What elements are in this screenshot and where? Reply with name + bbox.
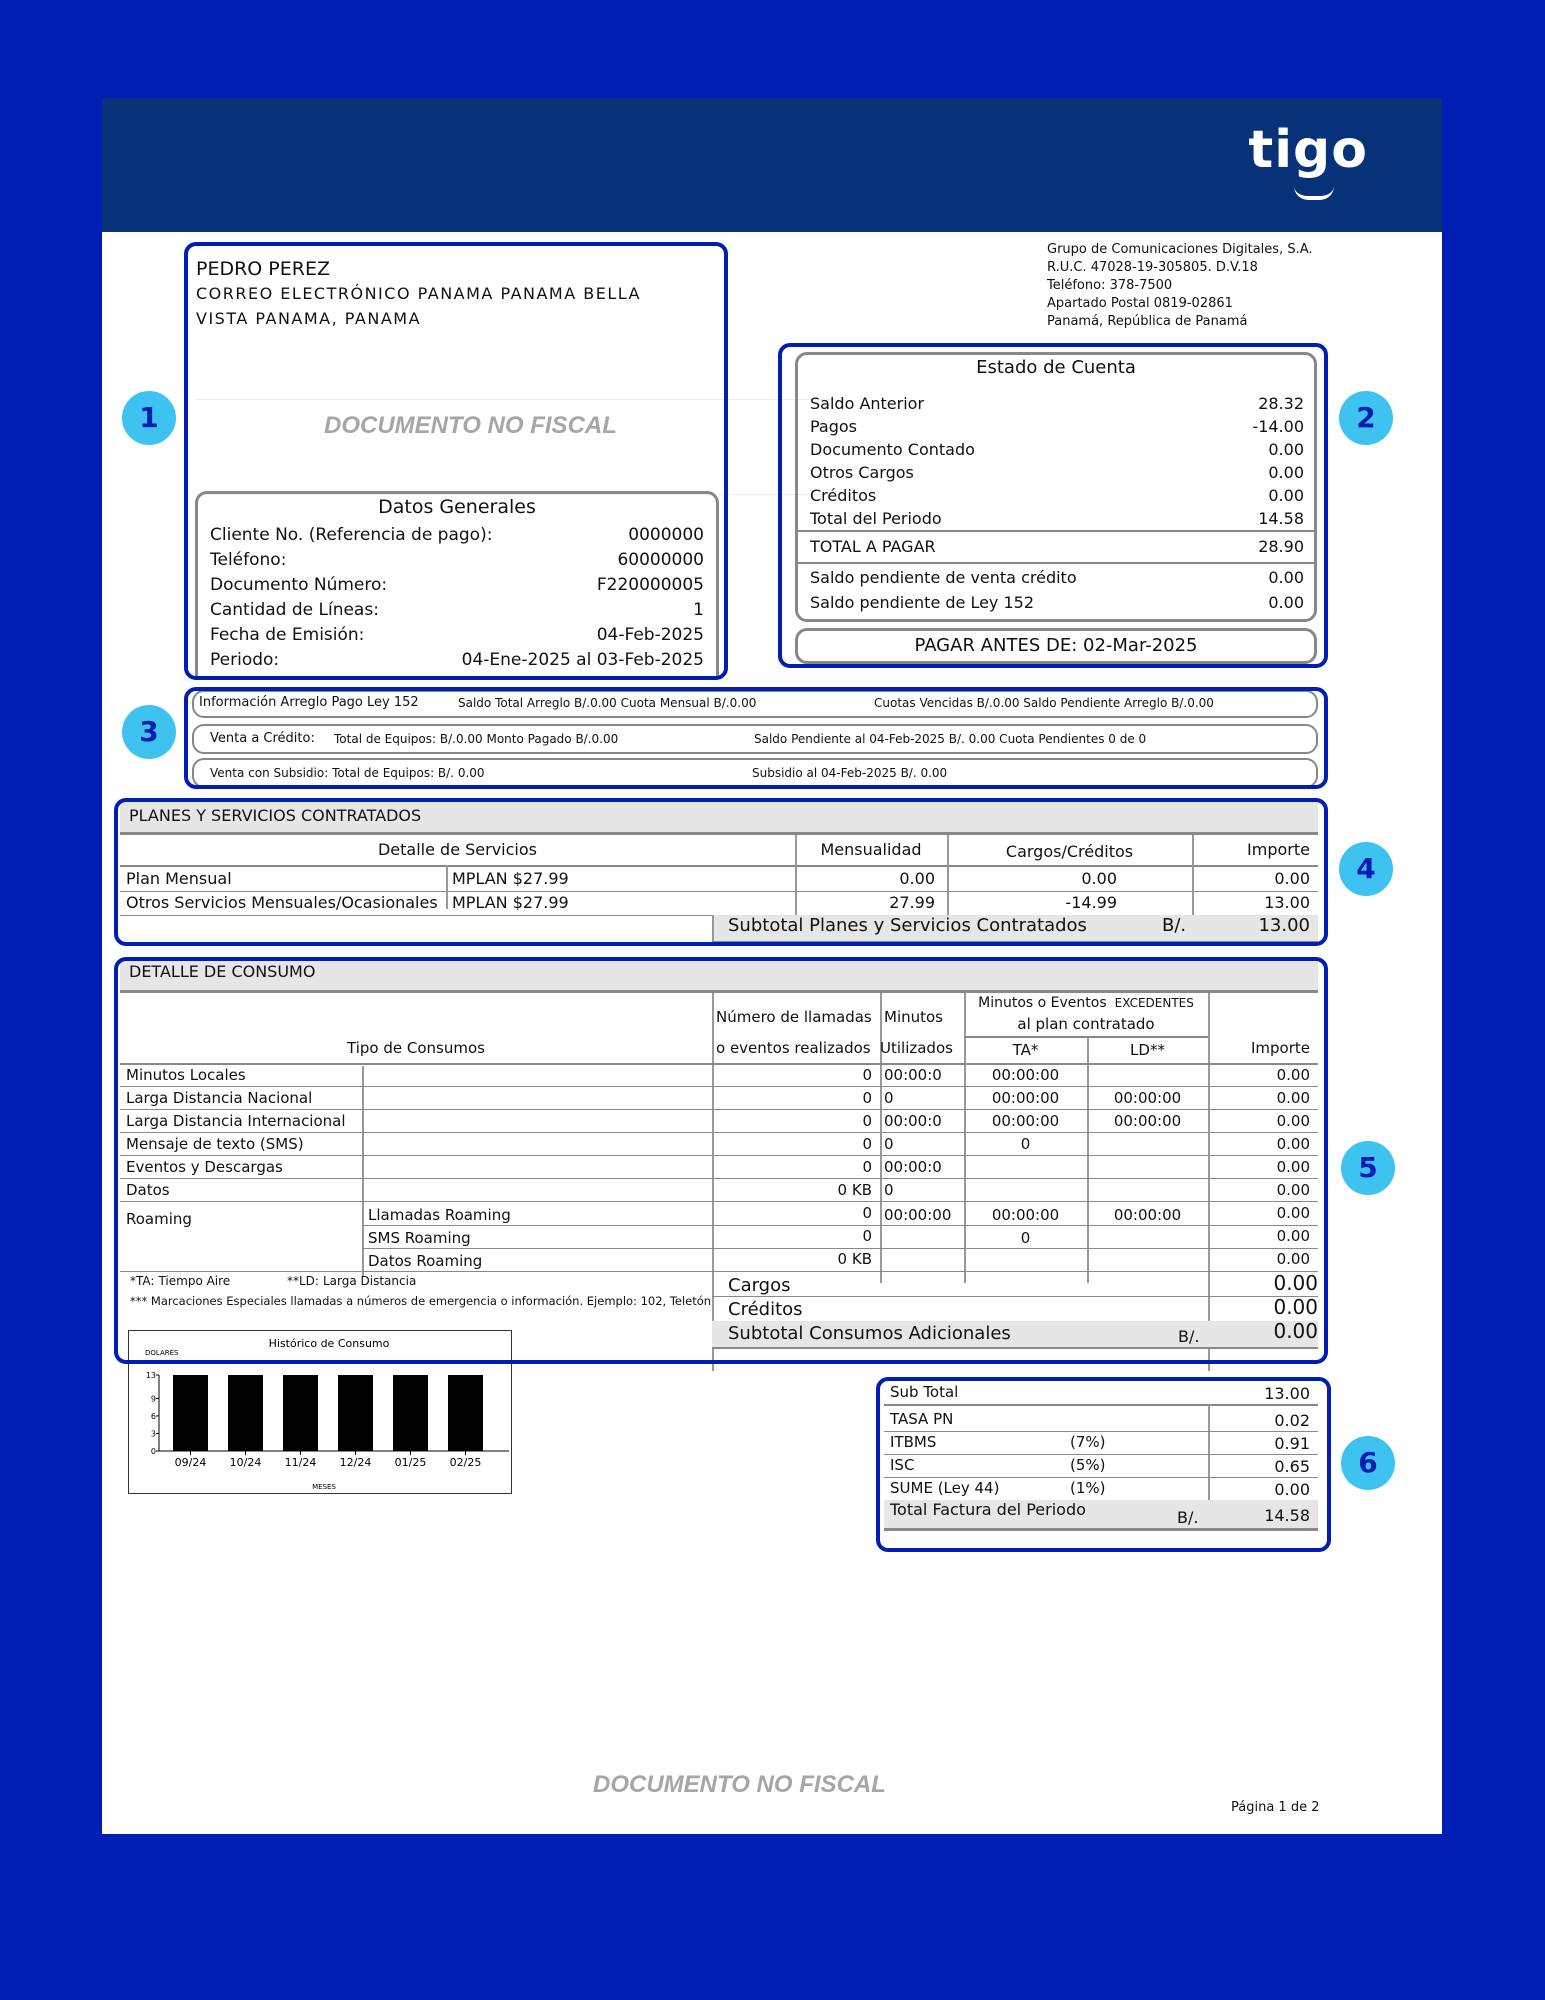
customer-address-2: VISTA PANAMA, PANAMA [196, 309, 422, 328]
plans-subtotal-value: 13.00 [1258, 915, 1310, 936]
pending-row-value: 0.00 [1268, 593, 1304, 612]
chart-x-tick: 02/25 [449, 1456, 482, 1469]
callout-box-2 [778, 343, 1328, 668]
pending-row-label: Saldo pendiente de venta crédito [810, 568, 1077, 587]
plans-row-charges: -14.99 [1065, 893, 1117, 912]
account-row-value: 14.58 [1258, 509, 1304, 528]
consumption-row-name: Eventos y Descargas [126, 1158, 283, 1176]
excess-small: EXCEDENTES [1114, 996, 1194, 1010]
consumption-header-type: Tipo de Consumos [347, 1039, 485, 1057]
totals-row-value: 0.02 [1274, 1411, 1310, 1430]
arrangement-2-detail: Total de Equipos: B/.0.00 Monto Pagado B/.0.00 [334, 732, 619, 746]
consumption-header-calls-1: Número de llamadas [716, 1008, 872, 1026]
pending-row-label: Saldo pendiente de Ley 152 [810, 593, 1035, 612]
consumption-row-minutes: 0 [884, 1181, 894, 1199]
customer-name: PEDRO PEREZ [196, 258, 330, 280]
general-row-label: Periodo: [210, 650, 280, 670]
totals-total-value: 14.58 [1264, 1506, 1310, 1525]
chart-ylabel: DOLARES [145, 1349, 179, 1357]
company-country: Panamá, República de Panamá [1047, 314, 1248, 329]
callout-badge-1: 1 [122, 391, 176, 445]
plans-row-name: Plan Mensual [126, 869, 232, 888]
watermark-top: DOCUMENTO NO FISCAL [324, 412, 617, 439]
consumption-row-ld: 00:00:00 [1113, 1112, 1182, 1130]
arrangement-2-title: Venta a Crédito: [210, 731, 315, 746]
chart-x-tick: 01/25 [394, 1456, 427, 1469]
plans-row-plan: MPLAN $27.99 [452, 869, 569, 888]
consumption-row-ta: 00:00:00 [991, 1112, 1060, 1130]
callout-box-4 [114, 798, 1328, 946]
consumption-row-minutes: 0 [884, 1089, 894, 1107]
consumption-row-count: 0 [862, 1158, 872, 1176]
chart-bar [173, 1375, 208, 1451]
chart-x-tick: 09/24 [174, 1456, 207, 1469]
logo-smile-icon [1294, 186, 1334, 200]
account-row-label: Pagos [810, 417, 858, 436]
general-row-value: 04-Ene-2025 al 03-Feb-2025 [461, 650, 704, 670]
company-info [1047, 241, 1313, 331]
chart-y-tick: 6 [150, 1411, 156, 1421]
account-row-label: Créditos [810, 486, 877, 505]
roaming-row-count: 0 [862, 1227, 872, 1245]
account-row-value: -14.00 [1252, 417, 1304, 436]
note-ld-key: **LD: [287, 1274, 319, 1288]
account-title: Estado de Cuenta [976, 357, 1136, 378]
general-row-value: 1 [693, 600, 704, 620]
consumption-row-ta: 00:00:00 [991, 1066, 1060, 1084]
consumption-row-minutes: 00:00:0 [884, 1066, 942, 1084]
plans-subtotal-currency: B/. [1162, 915, 1187, 936]
general-row-label: Cliente No. (Referencia de pago): [210, 525, 493, 545]
chart-bar [448, 1375, 483, 1451]
consumption-header-amount: Importe [1250, 1039, 1310, 1057]
plans-header-monthly: Mensualidad [820, 840, 922, 859]
roaming-row-ld: 00:00:00 [1113, 1206, 1182, 1224]
totals-total-currency: B/. [1177, 1508, 1199, 1527]
callout-badge-5: 5 [1341, 1141, 1395, 1195]
roaming-row-amount: 0.00 [1276, 1227, 1310, 1245]
note-ta-text: Tiempo Aire [158, 1274, 231, 1288]
roaming-row-count: 0 [862, 1204, 872, 1222]
account-row-label: Otros Cargos [810, 463, 914, 482]
general-row-label: Documento Número: [210, 575, 388, 595]
chart-y-tick: 13 [145, 1371, 156, 1380]
totals-row-pct: (7%) [1070, 1433, 1106, 1451]
consumption-header-ta: TA* [1012, 1041, 1039, 1059]
pay-before-text: PAGAR ANTES DE: 02-Mar-2025 [914, 635, 1198, 656]
consumption-header-min-2: Utilizados [880, 1039, 953, 1057]
totals-row-value: 13.00 [1264, 1384, 1310, 1403]
account-row-label: Total del Periodo [810, 509, 942, 528]
plans-row-monthly: 0.00 [899, 869, 935, 888]
consumption-title: DETALLE DE CONSUMO [129, 962, 316, 981]
consumption-subtotal-value: 0.00 [1273, 1319, 1318, 1343]
charges-label: Cargos [728, 1275, 791, 1296]
pending-row-value: 0.00 [1268, 568, 1304, 587]
totals-row-value: 0.65 [1274, 1457, 1310, 1476]
general-row-label: Fecha de Emisión: [210, 625, 365, 645]
totals-row-value: 0.91 [1274, 1434, 1310, 1453]
callout-box-5 [114, 957, 1328, 1364]
note-ld-text: Larga Distancia [322, 1274, 417, 1288]
chart-xlabel: MESES [312, 1483, 336, 1491]
consumption-row-count: 0 [862, 1112, 872, 1130]
general-row-value: 60000000 [617, 550, 704, 570]
page-number: Página 1 de 2 [1231, 1800, 1320, 1815]
watermark-bottom: DOCUMENTO NO FISCAL [593, 1771, 886, 1798]
consumption-row-count: 0 [862, 1066, 872, 1084]
arrangement-1-title: Información Arreglo Pago Ley 152 [199, 695, 419, 710]
note-ta-key: *TA: [130, 1274, 155, 1288]
note-special: *** Marcaciones Especiales llamadas a números de emergencia o información. Ejemplo: 102, Teletón [130, 1294, 712, 1308]
totals-row-pct: (1%) [1070, 1479, 1106, 1497]
consumption-row-amount: 0.00 [1276, 1066, 1310, 1084]
chart-title: Histórico de Consumo [268, 1337, 390, 1350]
roaming-row-name: SMS Roaming [368, 1229, 471, 1247]
account-row-value: 0.00 [1268, 486, 1304, 505]
plans-row-amount: 0.00 [1274, 869, 1310, 888]
general-row-value: 0000000 [628, 525, 704, 545]
plans-row-plan: MPLAN $27.99 [452, 893, 569, 912]
consumption-row-name: Larga Distancia Nacional [126, 1089, 313, 1107]
arrangement-1-overdue: Cuotas Vencidas B/.0.00 Saldo Pendiente Arreglo B/.0.00 [874, 696, 1214, 710]
account-row-value: 0.00 [1268, 440, 1304, 459]
chart-x-tick: 10/24 [229, 1456, 262, 1469]
charges-value: 0.00 [1273, 1271, 1318, 1295]
chart-bar [283, 1375, 318, 1451]
consumption-row-name: Datos [126, 1181, 170, 1199]
roaming-row-minutes: 00:00:00 [884, 1206, 952, 1224]
totals-row-label: Sub Total [890, 1383, 959, 1401]
general-title: Datos Generales [378, 496, 536, 518]
total-to-pay-value: 28.90 [1258, 537, 1304, 556]
callout-box-6 [876, 1377, 1331, 1552]
chart-y-tick: 3 [150, 1429, 156, 1439]
company-phone: Teléfono: 378-7500 [1047, 278, 1173, 293]
tigo-logo [1248, 120, 1368, 180]
consumption-header-ld: LD** [1130, 1041, 1165, 1059]
excess-label: Minutos o Eventos [978, 995, 1107, 1011]
plans-row-charges: 0.00 [1081, 869, 1117, 888]
arrangement-3-subsidy: Subsidio al 04-Feb-2025 B/. 0.00 [752, 766, 948, 780]
roaming-row-amount: 0.00 [1276, 1204, 1310, 1222]
company-po-box: Apartado Postal 0819-02861 [1047, 296, 1233, 311]
company-ruc: R.U.C. 47028-19-305805. D.V.18 [1047, 260, 1258, 275]
plans-row-monthly: 27.99 [889, 893, 935, 912]
plans-title: PLANES Y SERVICIOS CONTRATADOS [129, 806, 422, 825]
callout-badge-6: 6 [1341, 1436, 1395, 1490]
consumption-row-count: 0 [862, 1135, 872, 1153]
account-row-value: 28.32 [1258, 394, 1304, 413]
chart-x-tick: 12/24 [339, 1456, 372, 1469]
consumption-row-name: Mensaje de texto (SMS) [126, 1135, 304, 1153]
consumption-row-count: 0 [862, 1089, 872, 1107]
totals-row-label: SUME (Ley 44) [890, 1479, 1000, 1497]
consumption-row-minutes: 0 [884, 1135, 894, 1153]
consumption-row-minutes: 00:00:0 [884, 1112, 942, 1130]
consumption-header-calls-2: o eventos realizados [716, 1039, 871, 1057]
roaming-row-name: Datos Roaming [368, 1252, 483, 1270]
chart-x-tick: 11/24 [284, 1456, 317, 1469]
plans-row-amount: 13.00 [1264, 893, 1310, 912]
plans-subtotal-label: Subtotal Planes y Servicios Contratados [728, 915, 1087, 936]
arrangement-3-detail: Venta con Subsidio: Total de Equipos: B/. 0.00 [210, 766, 485, 780]
roaming-row-ta: 0 [1020, 1229, 1031, 1247]
consumption-row-ta: 0 [1020, 1135, 1031, 1153]
general-row-value: F220000005 [596, 575, 704, 595]
consumption-header-excess-2: al plan contratado [1017, 1015, 1155, 1033]
consumption-row-amount: 0.00 [1276, 1158, 1310, 1176]
chart-bar [338, 1375, 373, 1451]
account-row-value: 0.00 [1268, 463, 1304, 482]
callout-box-1 [184, 242, 728, 680]
totals-row-pct: (5%) [1070, 1456, 1106, 1474]
consumption-row-name: Larga Distancia Internacional [126, 1112, 346, 1130]
consumption-row-ta: 00:00:00 [991, 1089, 1060, 1107]
callout-badge-3: 3 [122, 705, 176, 759]
account-row-label: Saldo Anterior [810, 394, 925, 413]
consumption-row-amount: 0.00 [1276, 1089, 1310, 1107]
consumption-row-name: Minutos Locales [126, 1066, 246, 1084]
plans-header-amount: Importe [1247, 840, 1310, 859]
plans-header-detail: Detalle de Servicios [377, 840, 537, 859]
chart-y-tick: 0 [150, 1447, 156, 1456]
consumption-header-min-1: Minutos [884, 1008, 943, 1026]
callout-box-3 [184, 687, 1328, 789]
roaming-row-ta: 00:00:00 [991, 1206, 1060, 1224]
totals-row-label: ISC [890, 1456, 915, 1474]
general-row-label: Teléfono: [210, 550, 287, 570]
consumption-row-minutes: 00:00:0 [884, 1158, 942, 1176]
company-name: Grupo de Comunicaciones Digitales, S.A. [1047, 242, 1313, 257]
consumption-row-amount: 0.00 [1276, 1135, 1310, 1153]
chart-bar [393, 1375, 428, 1451]
credits-label: Créditos [728, 1299, 803, 1320]
totals-total-label: Total Factura del Periodo [890, 1500, 1086, 1519]
logo-text: tigo [1248, 120, 1368, 180]
consumption-row-ld: 00:00:00 [1113, 1089, 1182, 1107]
credits-value: 0.00 [1273, 1295, 1318, 1319]
arrangement-1-detail: Saldo Total Arreglo B/.0.00 Cuota Mensual B/.0.00 [458, 696, 757, 710]
consumption-row-amount: 0.00 [1276, 1112, 1310, 1130]
arrangement-2-pending: Saldo Pendiente al 04-Feb-2025 B/. 0.00 Cuota Pendientes 0 de 0 [754, 732, 1147, 746]
roaming-row-amount: 0.00 [1276, 1250, 1310, 1268]
consumption-subtotal-currency: B/. [1178, 1327, 1200, 1346]
general-row-label: Cantidad de Líneas: [210, 600, 379, 620]
customer-address-1: CORREO ELECTRÓNICO PANAMA PANAMA BELLA [196, 284, 641, 303]
header-banner [102, 98, 1442, 232]
account-row-label: Documento Contado [810, 440, 975, 459]
callout-badge-4: 4 [1339, 842, 1393, 896]
chart-bar [228, 1375, 263, 1451]
roaming-label: Roaming [126, 1210, 192, 1228]
consumption-subtotal-label: Subtotal Consumos Adicionales [728, 1323, 1011, 1344]
totals-row-label: TASA PN [890, 1410, 954, 1428]
totals-row-value: 0.00 [1274, 1480, 1310, 1499]
consumption-row-amount: 0.00 [1276, 1181, 1310, 1199]
plans-row-name: Otros Servicios Mensuales/Ocasionales [126, 893, 438, 912]
consumption-row-count: 0 KB [837, 1181, 872, 1199]
callout-badge-2: 2 [1339, 391, 1393, 445]
totals-row-label: ITBMS [890, 1433, 937, 1451]
chart-y-tick: 9 [150, 1394, 156, 1404]
general-row-value: 04-Feb-2025 [596, 625, 704, 645]
roaming-row-name: Llamadas Roaming [368, 1206, 511, 1224]
plans-header-charges: Cargos/Créditos [1005, 842, 1134, 861]
roaming-row-count: 0 KB [837, 1250, 872, 1268]
total-to-pay-label: TOTAL A PAGAR [810, 537, 936, 556]
